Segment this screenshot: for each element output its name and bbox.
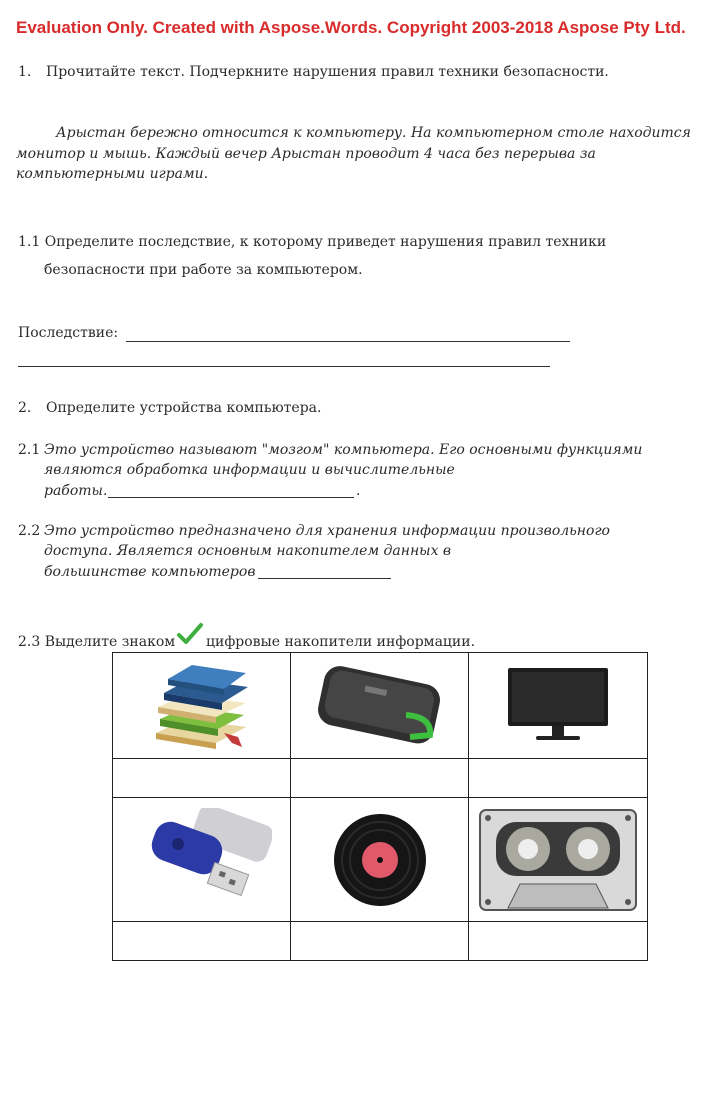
check-mark-icon — [176, 622, 204, 646]
usb-flash-drive-image — [132, 808, 272, 912]
table-cell — [113, 798, 291, 922]
answer-cell[interactable] — [291, 759, 469, 798]
table-row — [113, 653, 648, 759]
task-2-1-number: 2.1 — [18, 442, 41, 458]
task-2-3-prefix: 2.3 Выделите знаком — [18, 634, 176, 650]
task-1-1-question-cont: безопасности при работе за компьютером. — [44, 262, 363, 278]
task-2-2-number: 2.2 — [18, 523, 41, 539]
task-2-number: 2. — [18, 400, 32, 416]
answer-cell[interactable] — [113, 759, 291, 798]
table-cell — [469, 798, 648, 922]
task-2-title: Определите устройства компьютера. — [46, 400, 322, 416]
external-hard-drive-image — [314, 665, 446, 747]
table-cell — [291, 798, 469, 922]
table-row — [113, 798, 648, 922]
task-2-2-text: большинстве компьютеров — [44, 564, 256, 580]
answer-cell[interactable] — [469, 759, 648, 798]
monitor-image — [506, 666, 610, 746]
answer-cell[interactable] — [291, 922, 469, 961]
task-1-text-line: компьютерными играми. — [16, 166, 209, 182]
task-2-1-period: . — [356, 483, 361, 499]
task-1-text-line: Арыстан бережно относится к компьютеру. На компьютерном столе находится — [56, 125, 691, 141]
devices-table — [112, 652, 648, 961]
task-2-2-text: Это устройство предназначено для хранения информации произвольного — [44, 523, 610, 539]
task-2-1-text: работы. — [44, 483, 108, 499]
task-2-1-text: являются обработка информации и вычислительные — [44, 462, 455, 478]
task-2-2-answer-line[interactable] — [258, 578, 391, 579]
answer-cell[interactable] — [113, 922, 291, 961]
table-row — [113, 922, 648, 961]
evaluation-watermark: Evaluation Only. Created with Aspose.Words. Copyright 2003-2018 Aspose Pty Ltd. — [16, 18, 686, 37]
answer-cell[interactable] — [469, 922, 648, 961]
task-2-3-suffix: цифровые накопители информации. — [206, 634, 476, 650]
table-row — [113, 759, 648, 798]
task-2-1-text: Это устройство называют "мозгом" компьютера. Его основными функциями — [44, 442, 643, 458]
consequence-label: Последствие: — [18, 325, 119, 341]
table-cell — [469, 653, 648, 759]
books-image — [146, 663, 258, 749]
task-2-1-answer-line[interactable] — [108, 497, 354, 498]
table-cell — [113, 653, 291, 759]
consequence-answer-line[interactable] — [18, 366, 550, 367]
audio-cassette-image — [478, 808, 638, 912]
consequence-answer-line[interactable] — [126, 341, 570, 342]
task-1-number: 1. — [18, 64, 32, 80]
task-1-title: Прочитайте текст. Подчеркните нарушения правил техники безопасности. — [46, 64, 609, 80]
task-1-1-question: 1.1 Определите последствие, к которому приведет нарушения правил техники — [18, 234, 607, 250]
vinyl-record-image — [332, 812, 428, 908]
task-1-text-line: монитор и мышь. Каждый вечер Арыстан проводит 4 часа без перерыва за — [16, 146, 596, 162]
table-cell — [291, 653, 469, 759]
task-2-2-text: доступа. Является основным накопителем данных в — [44, 543, 452, 559]
